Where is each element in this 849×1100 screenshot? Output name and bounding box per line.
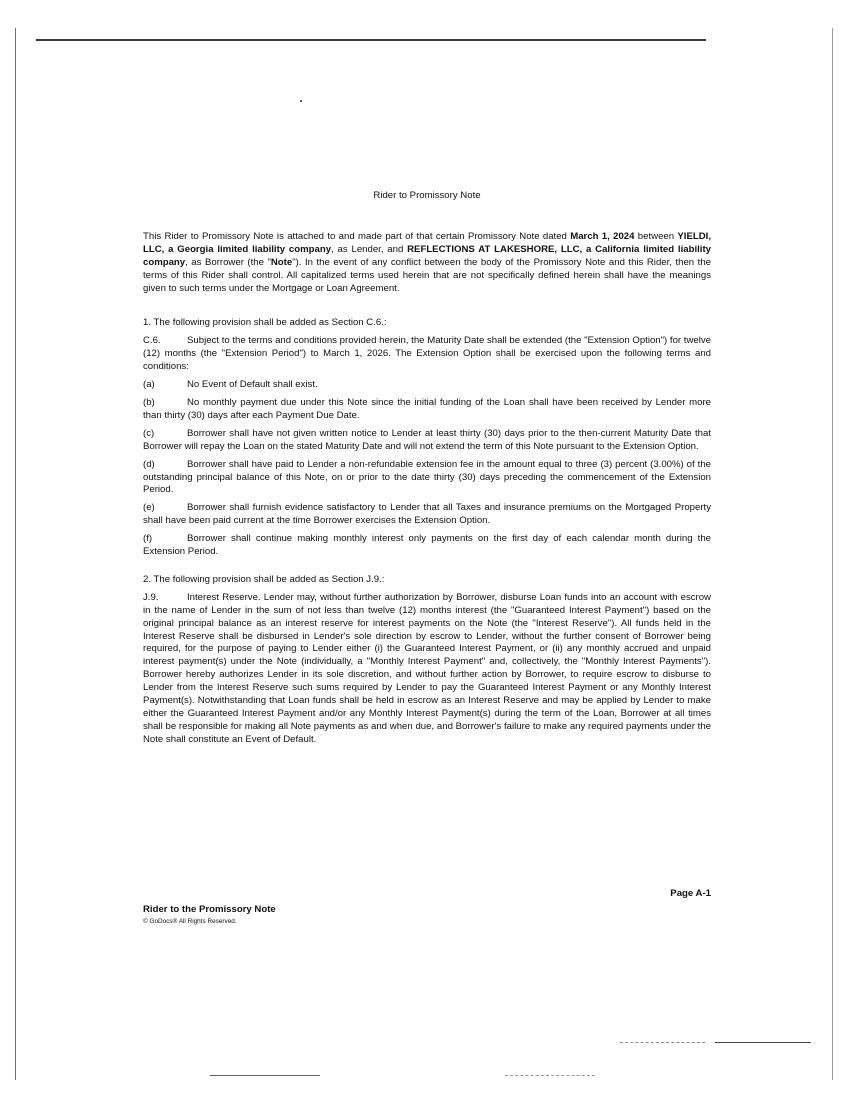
scan-top-rule (36, 39, 706, 41)
note-date: March 1, 2024 (570, 230, 635, 242)
intro-text-3: , as Lender, and (331, 243, 408, 255)
intro-text-5: "). In the event of any conflict between the body of the Promissory Note and this Rider, then the terms of this Rider shall control. All capitalized terms used herein that are not specifically defined herein shall have the meanings given to such terms under the Mortgage or Loan Agreement. (143, 256, 711, 294)
scan-artifact-rule (715, 1042, 811, 1043)
condition-e (143, 502, 711, 528)
scan-speck (300, 100, 302, 102)
scan-artifact-rule (620, 1042, 705, 1043)
condition-label: (f) (143, 533, 153, 545)
document-title: Rider to Promissory Note (373, 190, 481, 201)
condition-text: Borrower shall have paid to Lender a non-refundable extension fee in the amount equal to three (3) percent (3.00%) of the outstanding principal balance of this Note, on or prior to the date thirty (30) days preceding the commencement of the Extension Period. (143, 458, 711, 496)
condition-d (143, 459, 711, 498)
intro-text-1: This Rider to Promissory Note is attached to and made part of that certain Promissory Note dated (143, 230, 571, 242)
condition-label: (c) (143, 427, 155, 439)
section-c6-text: Subject to the terms and conditions provided herein, the Maturity Date shall be extended (the "Extension Option") for twelve (12) months (the "Extension Period") to March 1, 2026. The Extension Option shall be exercised upon the following terms and conditions: (143, 335, 711, 373)
borrower-name: REFLECTIONS AT LAKESHORE, LLC, a California limited liability company (143, 243, 711, 268)
condition-label: (b) (143, 396, 155, 408)
condition-text: Borrower shall continue making monthly interest only payments on the first day of each calendar month during the Extension Period. (143, 533, 711, 558)
condition-b (143, 397, 711, 423)
condition-text: No monthly payment due under this Note since the initial funding of the Loan shall have been received by Lender more than thirty (30) days after each Payment Due Date. (143, 396, 711, 421)
section-c6 (143, 335, 711, 374)
condition-a (143, 379, 711, 392)
section-2-lead: 2. The following provision shall be added as Section J.9.: (143, 573, 385, 585)
footer-document-title: Rider to the Promissory Note (143, 904, 276, 915)
condition-label: (d) (143, 458, 155, 470)
condition-f (143, 533, 711, 559)
scan-edge-right (832, 28, 833, 1080)
section-j9-text: Interest Reserve. Lender may, without further authorization by Borrower, disburse Loan funds into an account with escrow in the name of Lender in the sum of not less than twelve (12) months interest (the "Guaranteed Interest Payment") based on the original principal balance as an interest reserve for interest payments on the Note (the "Interest Reserve"). All funds held in the Interest Reserve shall be disbursed in Lender's sole direction by escrow to Lender, without the further consent of Borrower being required, for the purpose of paying to Lender either (i) the Guaranteed Interest Payment, or (ii) any monthly accrued and unpaid interest payment(s) under the Note (individually, a "Monthly Interest Payment" and, collectively, the "Monthly Interest Payments"). Borrower hereby authorizes Lender in its sole discretion, and without further action by Borrower, to require escrow to disburse to Lender from the Interest Reserve such sums required by Lender to pay the Guaranteed Interest Payment or any Monthly Interest Payment(s). Notwithstanding that Loan funds shall be held in escrow as an Interest Reserve and may be applied by Lender to make either the Guaranteed Interest Payment and/or any Monthly Interest Payment(s) during the term of the Loan, Borrower at all times shall be responsible for making all Note payments as and when due, and Borrower's failure to make any required payments under the Note shall constitute an Event of Default. (143, 591, 711, 745)
condition-label: (a) (143, 379, 155, 391)
section-1-lead: 1. The following provision shall be added as Section C.6.: (143, 317, 387, 329)
intro-text-4: , as Borrower (the " (185, 256, 271, 268)
lender-name: YIELDI, LLC, a Georgia limited liability company (143, 230, 711, 255)
intro-paragraph (143, 231, 711, 296)
scan-artifact-rule (505, 1075, 595, 1076)
condition-text: No Event of Default shall exist. (187, 379, 318, 391)
note-defined-term: Note (270, 256, 293, 268)
section-j9 (143, 592, 711, 747)
condition-text: Borrower shall have not given written notice to Lender at least thirty (30) days prior to the then-current Maturity Date that Borrower will repay the Loan on the stated Maturity Date and will not extend the term of this Note pursuant to the Extension Option. (143, 427, 711, 452)
section-c6-number: C.6. (143, 335, 161, 347)
condition-c (143, 428, 711, 454)
scan-edge-left (15, 28, 16, 1080)
intro-text-2: between (634, 230, 678, 242)
condition-label: (e) (143, 502, 155, 514)
scan-artifact-rule (210, 1075, 320, 1076)
copyright-notice: © GoDocs® All Rights Reserved. (143, 918, 237, 925)
section-j9-number: J.9. (143, 591, 159, 603)
document-body (143, 190, 711, 752)
condition-text: Borrower shall furnish evidence satisfactory to Lender that all Taxes and insurance premiums on the Mortgaged Property shall have been paid current at the time Borrower exercises the Extension Option. (143, 502, 711, 527)
page-number: Page A-1 (670, 888, 711, 899)
